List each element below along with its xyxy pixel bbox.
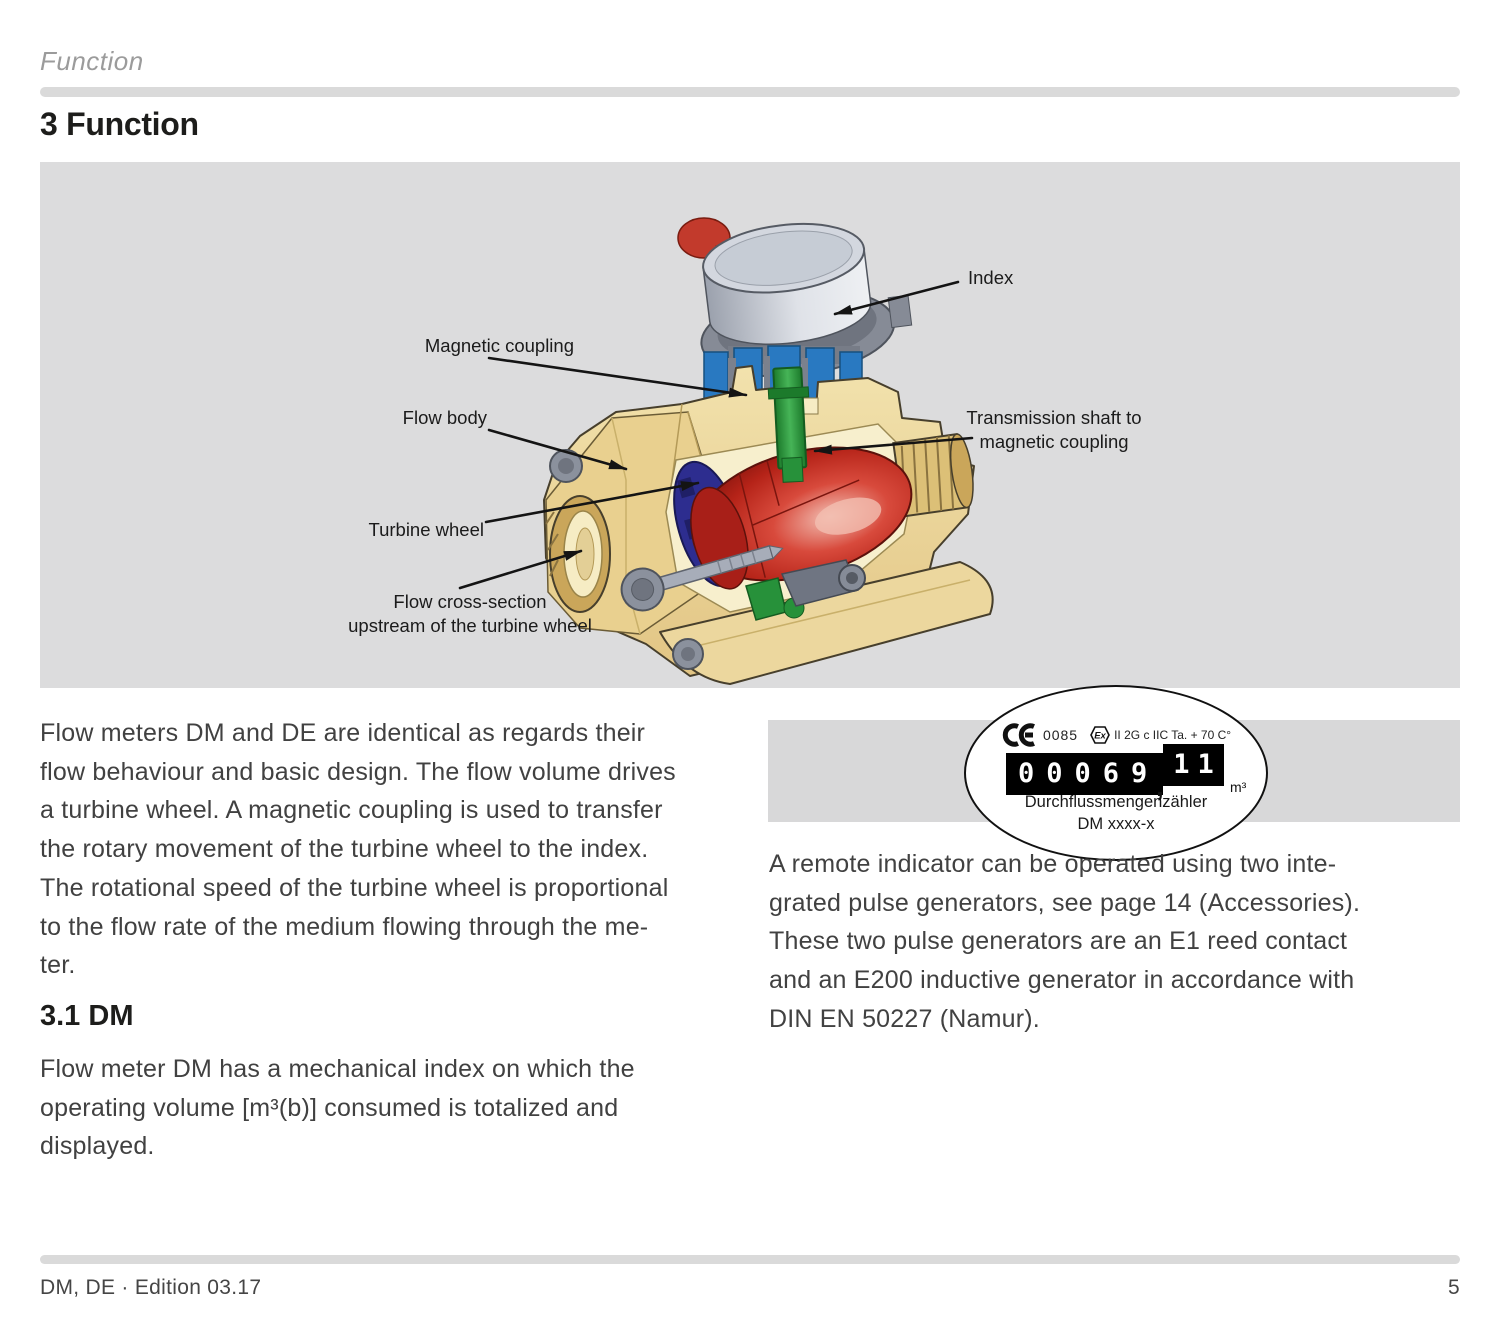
meter-label-photo xyxy=(768,720,1460,833)
meter-label-plate xyxy=(964,685,1268,861)
flow-meter-illustration xyxy=(544,211,993,684)
text-line: to the flow rate of the medium flowing through the me- xyxy=(40,912,649,941)
label-flow-body: Flow body xyxy=(402,407,487,428)
text-line: flow behaviour and basic design. The flow volume drives xyxy=(40,757,676,786)
device-name: Durchflussmengenzähler xyxy=(1024,793,1208,811)
atex-code: II 2G c IIC Ta. + 70 C° xyxy=(1114,728,1232,742)
section-heading-dm: 3.1 DM xyxy=(40,1000,134,1032)
label-index: Index xyxy=(968,267,1014,288)
label-transmission-line1: Transmission shaft to xyxy=(966,407,1142,428)
text-line: The rotational speed of the turbine wheel is proportional xyxy=(40,873,669,902)
label-transmission-line2: magnetic coupling xyxy=(979,431,1129,452)
text-line: grated pulse generators, see page 14 (Accessories). xyxy=(769,888,1361,917)
flow-meter-diagram xyxy=(40,162,1460,688)
dm-paragraph xyxy=(40,1050,635,1166)
label-turbine-wheel: Turbine wheel xyxy=(368,519,484,540)
footer-edition: DM, DE · Edition 03.17 xyxy=(40,1276,262,1299)
ex-symbol-text: Ex xyxy=(1094,730,1106,742)
decimal-comma: , xyxy=(1156,771,1164,802)
right-column-paragraph xyxy=(769,845,1360,1039)
text-line: operating volume [m³(b)] consumed is totalized and xyxy=(40,1093,619,1122)
text-line: the rotary movement of the turbine wheel to the index. xyxy=(40,835,649,864)
text-line: Flow meter DM has a mechanical index on which the xyxy=(40,1055,635,1083)
device-model: DM xxxx-x xyxy=(1077,815,1155,833)
ce-mark-icon xyxy=(1001,723,1037,747)
counter-integer-digits: 00069 xyxy=(1006,753,1163,795)
text-line: These two pulse generators are an E1 reed contact xyxy=(769,927,1348,956)
left-column-paragraph xyxy=(40,714,676,985)
text-line: A remote indicator can be operated using two inte- xyxy=(769,850,1337,878)
text-line: DIN EN 50227 (Namur). xyxy=(769,1004,1040,1033)
label-flow-cross-section-line1: Flow cross-section xyxy=(393,591,547,612)
text-line: displayed. xyxy=(40,1132,155,1161)
mechanical-counter xyxy=(1006,749,1224,795)
ce-number: 0085 xyxy=(1042,727,1079,743)
label-magnetic-coupling: Magnetic coupling xyxy=(424,335,574,356)
text-line: Flow meters DM and DE are identical as regards their xyxy=(40,719,646,747)
text-line: ter. xyxy=(40,951,76,980)
counter-decimal-digits: 11 xyxy=(1163,744,1224,786)
counter-unit: m³ xyxy=(1230,779,1247,795)
flow-meter-figure xyxy=(40,162,1460,688)
footer xyxy=(40,1276,1460,1300)
running-header: Function xyxy=(40,46,144,76)
label-flow-cross-section-line2: upstream of the turbine wheel xyxy=(348,615,592,636)
ex-hexagon-icon xyxy=(1090,725,1110,745)
text-line: and an E200 inductive generator in accordance with xyxy=(769,966,1355,995)
text-line: a turbine wheel. A magnetic coupling is used to transfer xyxy=(40,796,663,825)
footer-page-number: 5 xyxy=(1448,1276,1460,1299)
footer-divider xyxy=(40,1255,1460,1264)
page-title: 3 Function xyxy=(40,106,199,142)
header-divider xyxy=(40,87,1460,97)
